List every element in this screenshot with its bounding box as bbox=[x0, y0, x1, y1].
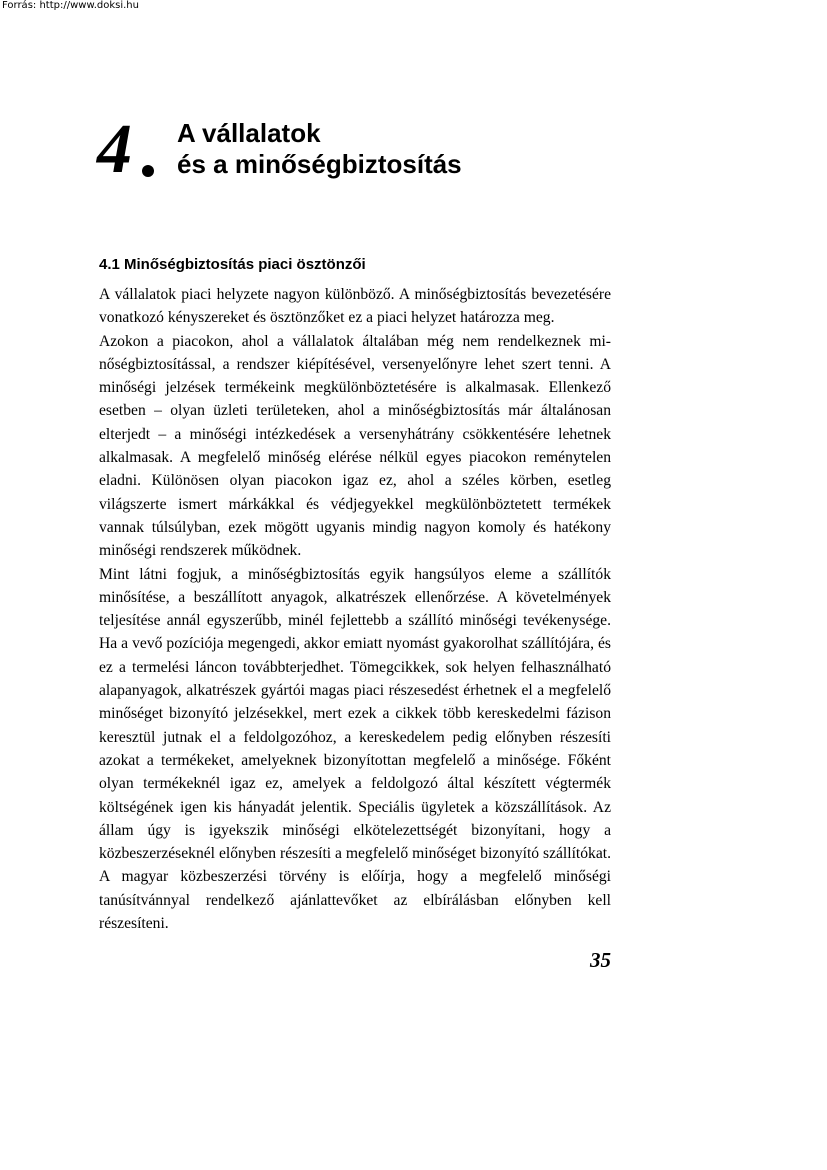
chapter-header bbox=[97, 112, 617, 192]
chapter-number: 4 bbox=[97, 111, 131, 188]
paragraph: A vállalatok piaci helyzete nagyon különböző. A minőségbiztosítás bevezetésére vonatkozó kényszereket és ösztönzőket ez a piaci helyzet határozza meg. bbox=[99, 286, 611, 327]
chapter-number-dot bbox=[142, 165, 154, 177]
section-heading: 4.1 Minőségbiztosítás piaci ösztönzői bbox=[99, 256, 366, 273]
page-number: 35 bbox=[590, 948, 611, 972]
paragraph: Azokon a piacokon, ahol a vállalatok általában még nem rendelkeznek minőségbiztosítással, a rendszer kiépítésével, versenyelőnyre lehet szert tenni. A minőségi jelzések termékeink megkülönböztetésére is alkalmasak. Ellenkező esetben – olyan üzleti területeken, ahol a minőségbiztosítás már általánosan elterjedt – a minőségi intézkedések a versenyhátrány csökkentésére lehetnek alkalmasak. A megfelelő minőség elérése nélkül egyes piacokon reménytelen eladni. Különösen olyan piacokon igaz ez, ahol a széles körben, esetleg világszerte ismert márkákkal és védjegyekkel megkülönböztetett termékek vannak túlsúlyban, ezek mögött ugyanis mindig nagyon komoly és hatékony minőségi rendszerek működnek. bbox=[99, 332, 611, 560]
body-text bbox=[99, 283, 611, 935]
source-line: Forrás: http://www.doksi.hu bbox=[2, 0, 139, 11]
paragraph: Mint látni fogjuk, a minőségbiztosítás egyik hangsúlyos eleme a szállítók minősítése, a beszállított anyagok, alkatrészek ellenőrzése. A követelmények teljesítése annál egyszerűbb, minél fejlettebb a szállító minőségi tevékenysége. Ha a vevő pozíciója megengedi, akkor emiatt nyomást gyakorolhat szállítójára, és ez a termelési láncon továbbterjedhet. Tömegcikkek, sok helyen felhasználható alapanyagok, alkatrészek gyártói magas piaci részesedést érhetnek el a megfelelő minőséget bizonyító jelzésekkel, mert ezek a cikkek több kereskedelmi fázison keresztül jutnak el a feldolgozóhoz, a kereskedelem pedig előnyben részesíti azokat a termékeket, amelyeknek bizonyítottan megfelelő a minősége. Főként olyan termékeknél igaz ez, amelyek a feldolgozó által készített végtermék költségének igen kis hányadát jelentik. Speciális ügyletek a közszállítások. Az állam úgy is igyekszik minőségi elkötelezettségét bizonyítani, hogy a közbeszerzéseknél előnyben részesíti a megfelelő minőséget bizonyító szállítókat. A magyar közbeszerzési törvény is előírja, hogy a megfelelő minőségi tanúsítvánnyal rendelkező ajánlattevőket az elbírálásban előnyben kell részesíteni. bbox=[99, 565, 611, 933]
chapter-title-line-2: és a minőségbiztosítás bbox=[177, 149, 462, 179]
chapter-title-line-1: A vállalatok bbox=[177, 118, 321, 148]
chapter-title bbox=[177, 118, 462, 180]
